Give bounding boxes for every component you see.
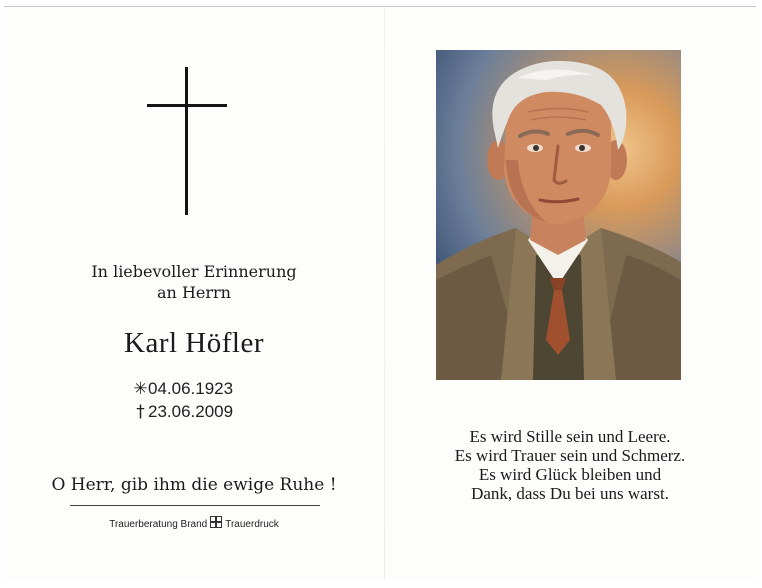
- publisher-name: Trauerberatung Brand: [109, 519, 208, 530]
- birth-row: [133, 379, 233, 399]
- left-panel: [4, 7, 384, 579]
- birth-star-icon: ✳: [133, 379, 148, 399]
- publisher-type: Trauerdruck: [225, 519, 279, 530]
- divider: [70, 505, 320, 506]
- intro-line-2: an Herrn: [157, 283, 231, 302]
- verse-line: Es wird Glück bleiben und: [478, 465, 662, 484]
- death-row: [133, 402, 233, 422]
- publisher-logo-icon: [210, 516, 222, 528]
- death-date: 23.06.2009: [148, 402, 234, 421]
- memorial-card: [4, 6, 756, 579]
- death-cross-icon: †: [136, 402, 145, 422]
- prayer-text: O Herr, gib ihm die ewige Ruhe !: [51, 475, 337, 495]
- birth-date: 04.06.1923: [148, 379, 234, 398]
- cross-icon: [185, 67, 188, 215]
- portrait-illustration: [436, 50, 681, 380]
- publisher-line: [44, 516, 344, 530]
- verse-line: Es wird Trauer sein und Schmerz.: [454, 446, 686, 465]
- cross-icon-bar: [147, 104, 227, 107]
- verse-line: Dank, dass Du bei uns warst.: [471, 484, 669, 503]
- verse-block: [384, 427, 756, 503]
- right-panel: [384, 7, 756, 579]
- verse-line: Es wird Stille sein und Leere.: [469, 427, 671, 446]
- intro-line-1: In liebevoller Erinnerung: [91, 262, 297, 281]
- deceased-name: Karl Höfler: [124, 327, 264, 359]
- portrait-photo: [436, 50, 681, 380]
